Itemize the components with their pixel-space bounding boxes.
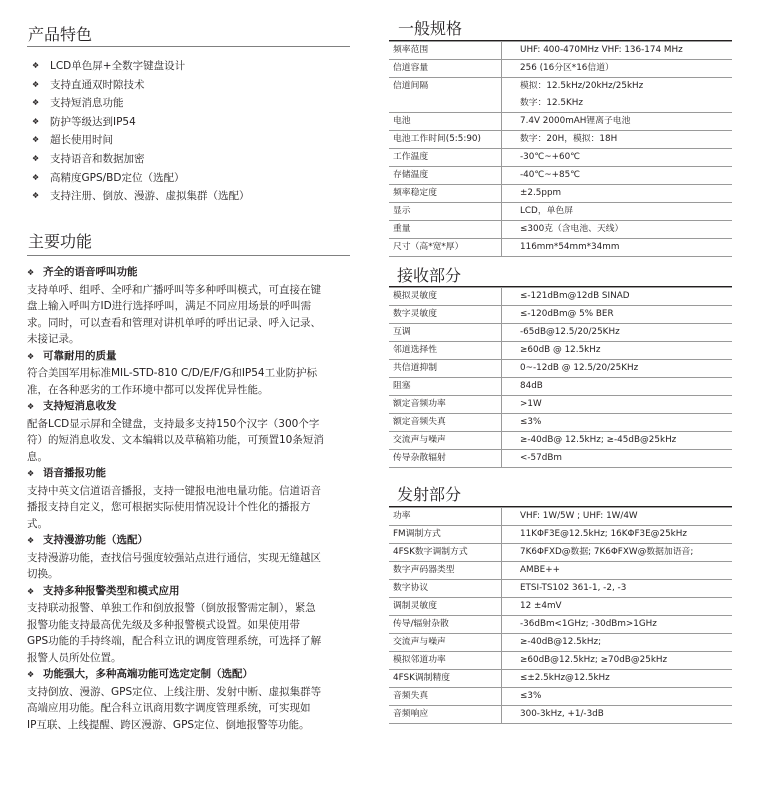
spec-value (502, 78, 733, 113)
receive-spec-table (389, 287, 732, 468)
spec-value (502, 378, 733, 396)
spec-row (389, 688, 732, 706)
spec-value-line: ±2.5ppm (520, 188, 562, 198)
spec-value-line: -65dB@12.5/20/25KHz (520, 327, 620, 337)
diamond-bullet-icon: ❖ (32, 61, 40, 70)
spec-label: 交流声与噪声 (389, 432, 502, 450)
function-heading (27, 264, 357, 282)
diamond-bullet-icon: ❖ (27, 586, 35, 596)
spec-value (502, 113, 733, 131)
spec-value-line: -30℃~+60℃ (520, 152, 581, 162)
spec-row (389, 432, 732, 450)
spec-label: 调制灵敏度 (389, 598, 502, 616)
spec-value (502, 526, 733, 544)
spec-row (389, 360, 732, 378)
spec-value-line: ≤300克（含电池、天线） (520, 224, 624, 234)
spec-label: 信道容量 (389, 60, 502, 78)
spec-value-line: ≤3% (520, 691, 542, 701)
function-description (27, 282, 357, 348)
spec-row (389, 508, 732, 526)
function-heading-text: 齐全的语音呼叫功能 (43, 266, 138, 278)
function-description-line: 准，在各种恶劣的工作环境中都可以发挥优异性能。 (27, 383, 269, 396)
spec-value-line: 84dB (520, 381, 543, 391)
spec-value (502, 360, 733, 378)
spec-row (389, 378, 732, 396)
spec-row (389, 221, 732, 239)
spec-value (502, 149, 733, 167)
spec-value-line: >1W (520, 399, 542, 409)
feature-item-text: 超长使用时间 (50, 134, 113, 147)
spec-row (389, 616, 732, 634)
spec-row (389, 580, 732, 598)
diamond-bullet-icon: ❖ (27, 536, 35, 545)
spec-row (389, 239, 732, 257)
spec-label: 互调 (389, 324, 502, 342)
function-description-line: 式。 (27, 517, 48, 530)
feature-item-text: 支持短消息功能 (50, 97, 124, 110)
spec-label: 频率稳定度 (389, 185, 502, 203)
spec-label: 共信道抑制 (389, 360, 502, 378)
spec-value-line: 11KΦF3E@12.5kHz; 16KΦF3E@25kHz (520, 529, 687, 539)
feature-item-text: 支持直通双时隙技术 (50, 78, 145, 91)
spec-value-line: 116mm*54mm*34mm (520, 242, 620, 252)
spec-value (502, 634, 733, 652)
spec-value (502, 562, 733, 580)
spec-value (502, 342, 733, 360)
spec-row (389, 203, 732, 221)
function-heading (27, 532, 357, 550)
function-heading-text: 支持短消息收发 (43, 400, 117, 412)
function-description-line: 报警人员所处位置。 (27, 651, 122, 664)
general-title: 一般规格 (398, 19, 463, 38)
function-heading-text: 支持多种报警类型和模式应用 (43, 584, 180, 597)
spec-label: 4FSK调制精度 (389, 670, 502, 688)
function-description-line: 支持联动报警、单独工作和倒放报警（倒放报警需定制），紧急 (27, 602, 316, 614)
feature-item-text: 支持注册、倒放、漫游、虚拟集群（选配） (50, 190, 250, 203)
function-description-line: 高端应用功能。配合科立讯商用数字调度管理系统，可实现如 (27, 702, 311, 714)
function-description (27, 365, 357, 398)
diamond-bullet-icon: ❖ (32, 172, 40, 182)
spec-label: 传导/辐射杂散 (389, 616, 502, 634)
spec-label: 信道间隔 (389, 78, 502, 113)
feature-item-text: LCD单色屏+全数字键盘设计 (50, 60, 186, 72)
functions-title-rule (27, 255, 350, 256)
diamond-bullet-icon: ❖ (27, 268, 35, 277)
spec-label: 数字灵敏度 (389, 306, 502, 324)
spec-value (502, 185, 733, 203)
function-heading-text: 语音播报功能 (43, 467, 106, 479)
spec-row (389, 113, 732, 131)
spec-label: 邻道选择性 (389, 342, 502, 360)
spec-row (389, 342, 732, 360)
spec-value (502, 432, 733, 450)
spec-value-line: ≤±2.5kHz@12.5kHz (520, 673, 610, 683)
functions-title: 主要功能 (28, 232, 93, 251)
functions-list (27, 264, 357, 733)
spec-value-line: VHF: 1W/5W ; UHF: 1W/4W (520, 511, 638, 521)
spec-label: 显示 (389, 203, 502, 221)
feature-item (32, 187, 352, 206)
general-spec-table (389, 41, 732, 257)
spec-value-line: -40℃~+85℃ (520, 170, 581, 180)
spec-value (502, 306, 733, 324)
spec-label: 额定音频失真 (389, 414, 502, 432)
spec-value-line: 0~-12dB @ 12.5/20/25KHz (520, 363, 639, 373)
spec-value-line: AMBE++ (520, 565, 560, 575)
feature-item (32, 169, 352, 188)
spec-row (389, 414, 732, 432)
diamond-bullet-icon: ❖ (32, 79, 40, 89)
spec-value-line: 300-3kHz, +1/-3dB (520, 709, 604, 719)
spec-value (502, 652, 733, 670)
spec-value-line: ≥60dB@12.5kHz; ≥70dB@25kHz (520, 655, 668, 665)
spec-row (389, 60, 732, 78)
spec-value-line: -36dBm<1GHz; -30dBm>1GHz (520, 619, 657, 629)
spec-value-line: ≤-121dBm@12dB SINAD (520, 291, 630, 301)
spec-value (502, 508, 733, 526)
spec-row (389, 562, 732, 580)
spec-label: 电池工作时间(5:5:90) (389, 131, 502, 149)
function-heading-text: 支持漫游功能（选配） (43, 534, 148, 546)
diamond-bullet-icon: ❖ (32, 135, 40, 145)
spec-row (389, 149, 732, 167)
feature-item (32, 113, 352, 132)
spec-label: 音频失真 (389, 688, 502, 706)
transmit-spec-table (389, 507, 732, 724)
function-description-line: 求。同时，可以查看和管理对讲机单呼的呼出记录、呼入记录、 (27, 316, 321, 329)
spec-value-line: ≥-40dB@ 12.5kHz; ≥-45dB@25kHz (520, 435, 677, 445)
spec-value (502, 544, 733, 562)
spec-row (389, 185, 732, 203)
function-heading (27, 465, 357, 483)
spec-value (502, 688, 733, 706)
spec-row (389, 42, 732, 60)
spec-label: 数字声码器类型 (389, 562, 502, 580)
spec-row (389, 288, 732, 306)
spec-value (502, 396, 733, 414)
spec-label: 阻塞 (389, 378, 502, 396)
spec-label: 数字协议 (389, 580, 502, 598)
diamond-bullet-icon: ❖ (27, 402, 35, 411)
function-heading-text: 功能强大，多种高端功能可选定定制（选配） (43, 668, 253, 680)
feature-item (32, 94, 352, 113)
spec-row (389, 306, 732, 324)
spec-label: 传导杂散辐射 (389, 450, 502, 468)
spec-value-line: ≤-120dBm@ 5% BER (520, 309, 614, 319)
spec-label: 存储温度 (389, 167, 502, 185)
spec-value-line: 数字：12.5KHz (520, 98, 583, 108)
spec-row (389, 167, 732, 185)
spec-value-line: 7.4V 2000mAH锂离子电池 (520, 116, 631, 126)
function-description-line: 支持倒放、漫游、GPS定位、上线注册、发射中断、虚拟集群等 (27, 685, 322, 698)
diamond-bullet-icon: ❖ (27, 670, 35, 679)
function-heading (27, 398, 357, 416)
spec-label: 尺寸（高*宽*厚） (389, 239, 502, 257)
spec-value (502, 616, 733, 634)
receive-title: 接收部分 (397, 266, 462, 285)
diamond-bullet-icon: ❖ (32, 153, 40, 163)
function-description-line: 符）的短消息收发、文本编辑以及草稿箱功能，可预置10条短消 (27, 434, 324, 446)
function-description-line: GPS功能的手持终端，配合科立讯的调度管理系统，可选择了解 (27, 635, 322, 647)
function-description (27, 600, 357, 666)
feature-item (32, 150, 352, 169)
function-description (27, 483, 357, 533)
spec-value (502, 221, 733, 239)
spec-label: 交流声与噪声 (389, 634, 502, 652)
spec-value (502, 203, 733, 221)
function-description-line: 未接记录。 (27, 333, 80, 345)
spec-value-line: ETSI-TS102 361-1, -2, -3 (520, 583, 627, 593)
spec-value (502, 414, 733, 432)
function-description-line: 播报支持自定义，您可根据实际使用情况设计个性化的播报方 (27, 501, 311, 513)
features-title-rule (27, 46, 350, 47)
spec-value (502, 598, 733, 616)
spec-value (502, 131, 733, 149)
spec-row (389, 324, 732, 342)
function-description-line: 支持单呼、组呼、全呼和广播呼叫等多种呼叫模式，可直接在键 (27, 283, 321, 296)
spec-value (502, 239, 733, 257)
spec-row (389, 706, 732, 724)
function-description (27, 416, 357, 466)
feature-item-text: 防护等级达到IP54 (50, 115, 136, 128)
spec-value-line: 模拟：12.5kHz/20kHz/25kHz (520, 81, 644, 91)
spec-value-line: ≤3% (520, 417, 542, 427)
spec-value-line: 7K6ΦFXD@数据; 7K6ΦFXW@数据加语音; (520, 547, 694, 557)
spec-label: 模拟邻道功率 (389, 652, 502, 670)
function-description-line: 符合美国军用标准MIL-STD-810 C/D/E/F/G和IP54工业防护标 (27, 367, 318, 379)
feature-item (32, 131, 352, 150)
feature-item (32, 57, 352, 76)
function-description-line: 息。 (27, 450, 48, 463)
spec-value (502, 580, 733, 598)
feature-item-text: 高精度GPS/BD定位（选配） (50, 171, 185, 184)
spec-row (389, 131, 732, 149)
diamond-bullet-icon: ❖ (32, 116, 40, 126)
spec-value-line: 256 (16分区*16信道） (520, 63, 614, 73)
spec-value-line: 数字：20H，模拟：18H (520, 134, 618, 144)
feature-item-text: 支持语音和数据加密 (50, 152, 145, 165)
features-list (32, 57, 352, 206)
spec-label: 模拟灵敏度 (389, 288, 502, 306)
diamond-bullet-icon: ❖ (32, 98, 40, 108)
spec-label: 额定音频功率 (389, 396, 502, 414)
spec-label: 4FSK数字调制方式 (389, 544, 502, 562)
spec-label: 音频响应 (389, 706, 502, 724)
function-description (27, 550, 357, 583)
spec-label: 功率 (389, 508, 502, 526)
spec-row (389, 670, 732, 688)
spec-value (502, 450, 733, 468)
function-description-line: 盘上输入呼叫方ID进行选择呼叫，满足不同应用场景的呼叫需 (27, 300, 312, 312)
spec-value-line: LCD，单色屏 (520, 206, 574, 216)
function-description (27, 684, 357, 734)
spec-value-line: 12 ±4mV (520, 601, 562, 611)
function-description-line: 支持漫游功能，查找信号强度较强站点进行通信，实现无缝越区 (27, 551, 321, 564)
spec-value (502, 706, 733, 724)
spec-value-line: ≥-40dB@12.5kHz; (520, 637, 602, 647)
feature-item (32, 76, 352, 95)
diamond-bullet-icon: ❖ (27, 469, 35, 478)
spec-row (389, 598, 732, 616)
spec-value (502, 288, 733, 306)
function-description-line: IP互联、上线提醒、跨区漫游、GPS定位、倒地报警等功能。 (27, 718, 310, 731)
function-heading (27, 666, 357, 684)
spec-value (502, 42, 733, 60)
function-description-line: 报警功能支持最高优先级及多种报警模式设置。如果使用带 (27, 618, 300, 631)
spec-row (389, 78, 732, 113)
spec-value-line: UHF: 400-470MHz VHF: 136-174 MHz (520, 45, 683, 55)
spec-label: 电池 (389, 113, 502, 131)
function-description-line: 切换。 (27, 568, 59, 580)
spec-label: 工作温度 (389, 149, 502, 167)
diamond-bullet-icon: ❖ (27, 351, 35, 361)
spec-row (389, 396, 732, 414)
spec-value (502, 670, 733, 688)
function-heading (27, 583, 357, 601)
spec-row (389, 450, 732, 468)
spec-value (502, 167, 733, 185)
function-description-line: 支持中英文信道语音播报，支持一键报电池电量功能。信道语音 (27, 484, 321, 497)
transmit-title: 发射部分 (397, 485, 462, 504)
spec-row (389, 634, 732, 652)
function-heading (27, 348, 357, 366)
spec-row (389, 544, 732, 562)
spec-value (502, 60, 733, 78)
function-heading-text: 可靠耐用的质量 (43, 349, 117, 362)
spec-label: 重量 (389, 221, 502, 239)
spec-label: 频率范围 (389, 42, 502, 60)
spec-row (389, 526, 732, 544)
spec-value-line: <-57dBm (520, 453, 562, 463)
function-description-line: 配备LCD显示屏和全键盘，支持最多支持150个汉字（300个字 (27, 417, 320, 430)
diamond-bullet-icon: ❖ (32, 191, 40, 201)
spec-value-line: ≥60dB @ 12.5kHz (520, 345, 601, 355)
features-title: 产品特色 (28, 25, 93, 44)
spec-row (389, 652, 732, 670)
spec-label: FM调制方式 (389, 526, 502, 544)
spec-value (502, 324, 733, 342)
